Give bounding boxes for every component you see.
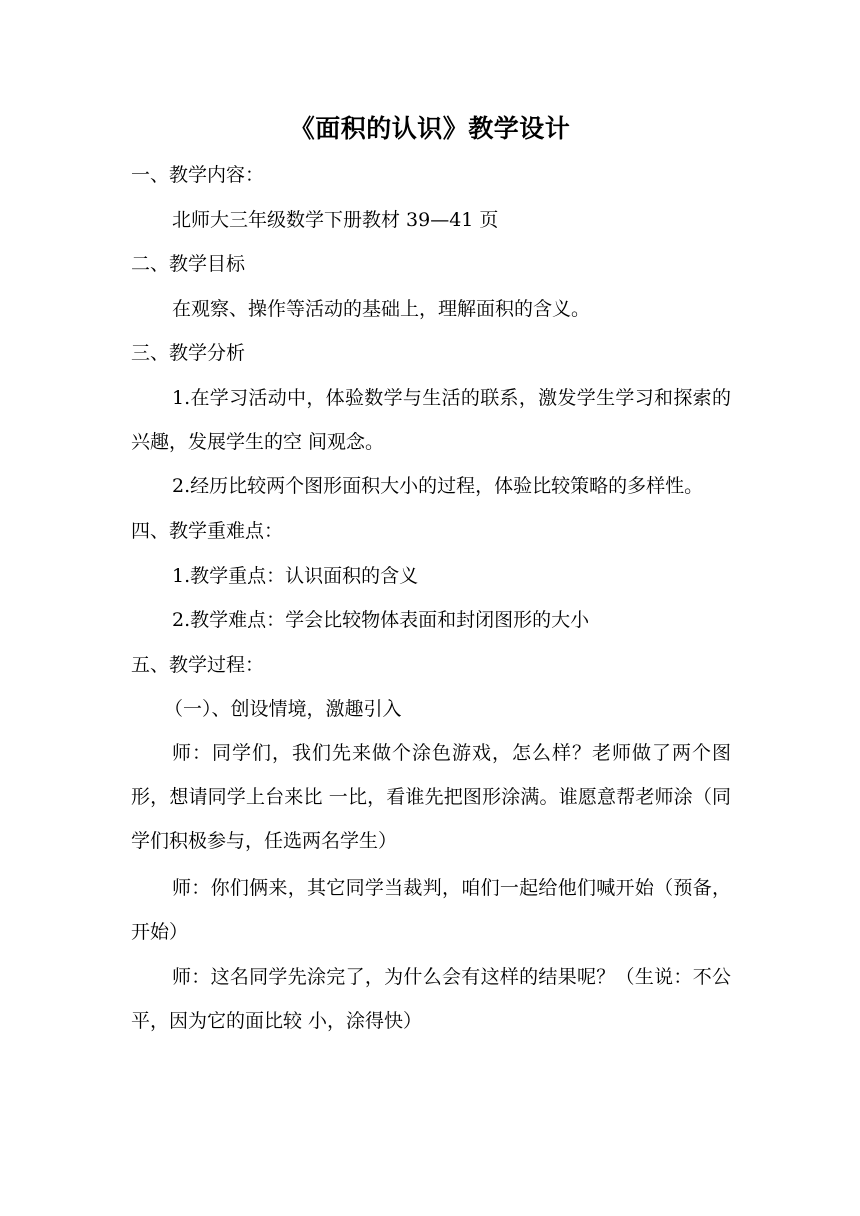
process-paragraph-3: 师：这名同学先涂完了，为什么会有这样的结果呢？（生说：不公平，因为它的面比较 小，涂得快） [131,966,731,1032]
process-paragraph-2: 师：你们俩来，其它同学当裁判，咱们一起给他们喊开始（预备，开始） [131,877,731,943]
content-text: 北师大三年级数学下册教材 39—41 页 [172,209,499,231]
analysis-item-2: 2.经历比较两个图形面积大小的过程，体验比较策略的多样性。 [172,475,704,497]
document-title: 《面积的认识》教学设计 [289,114,571,143]
section-heading-process: 五、教学过程： [131,654,265,676]
keypoint-2: 2.教学难点：学会比较物体表面和封闭图形的大小 [172,609,590,631]
keypoint-1: 1.教学重点：认识面积的含义 [172,565,419,587]
goal-text: 在观察、操作等活动的基础上，理解面积的含义。 [172,298,591,320]
section-heading-keypoints: 四、教学重难点： [131,520,284,542]
process-paragraph-1: 师：同学们，我们先来做个涂色游戏，怎么样？老师做了两个图形，想请同学上台来比 一比，看谁先把图形涂满。谁愿意帮老师涂（同学们积极参与，任选两名学生） [131,742,731,852]
process-subheading-1: （一）、创设情境，激趣引入 [164,698,402,720]
section-heading-goal: 二、教学目标 [131,253,246,275]
analysis-item-1: 1.在学习活动中，体验数学与生活的联系，激发学生学习和探索的兴趣，发展学生的空 间观念。 [131,387,731,453]
section-heading-content: 一、教学内容： [131,164,265,186]
section-heading-analysis: 三、教学分析 [131,342,246,364]
